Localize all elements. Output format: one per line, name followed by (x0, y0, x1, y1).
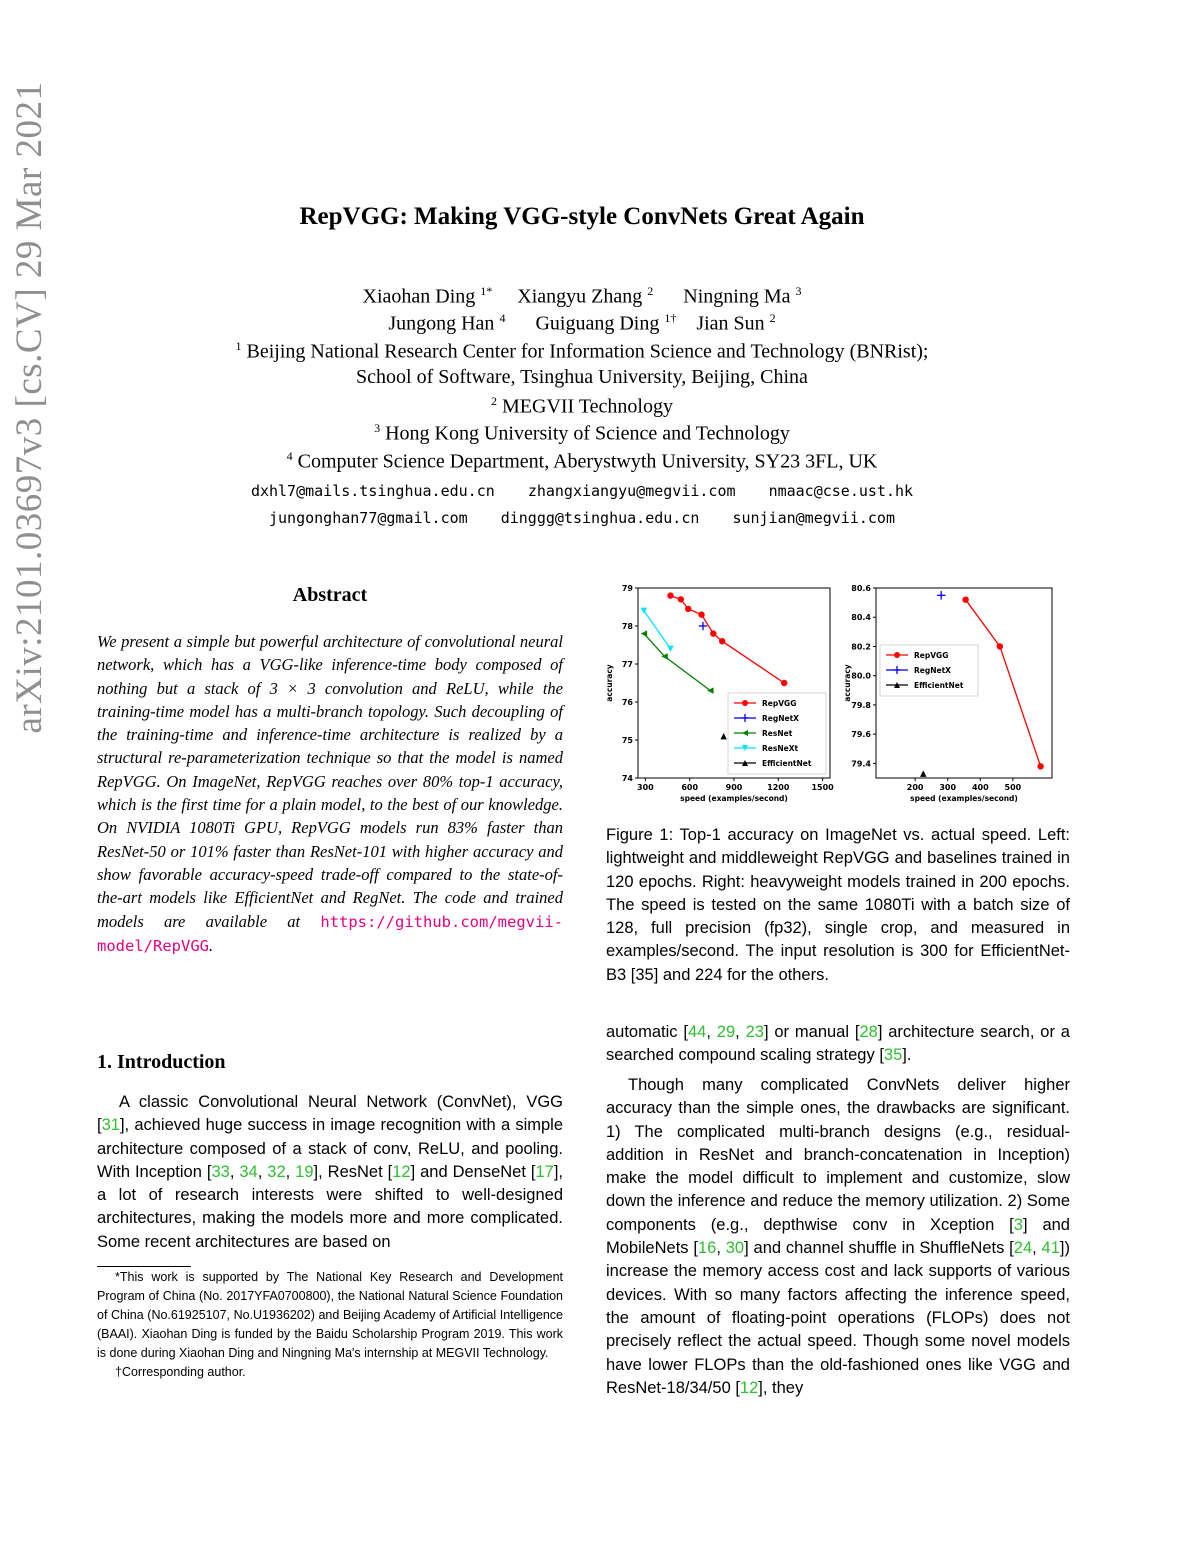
legend-label: RepVGG (762, 699, 797, 708)
y-axis-label: accuracy (843, 664, 852, 702)
footnote-corresponding: †Corresponding author. (115, 1365, 246, 1379)
text-run: ]) increase the memory access cost and lack supports of various devices. With so many factors affecting the inference speed, the amount of floating-point operations (FLOPs) does not precisely reflect the actual speed. Though some novel models have lower FLOPs than the old-fashioned ones like VGG and ResNet-18/34/50 [ (606, 1239, 1070, 1397)
email[interactable]: jungonghan77@gmail.com (269, 509, 468, 527)
x-tick-label: 300 (939, 783, 957, 792)
citation-link[interactable]: 44 (687, 1023, 707, 1041)
data-point (719, 638, 725, 644)
citation-link[interactable]: 41 (1041, 1239, 1060, 1258)
citation-link[interactable]: 3 (1013, 1215, 1023, 1234)
paper-title: RepVGG: Making VGG-style ConvNets Great Again (299, 203, 865, 230)
footnote-funding: *This work is supported by The National Key Research and Development Program of China (No. 2017YFA0700800), the National Natural Science Foundation of China (No.61925107, No.U1936202) and Beijing Academy of Artificial Intelligence (BAAI). Xiaohan Ding is funded by the Baidu Scholarship Program 2019. This work is done during Xiaohan Ding and Ningning Ma's internship at MEGVII Technology. (97, 1270, 563, 1360)
data-point (641, 630, 647, 636)
data-point (699, 622, 707, 630)
text-run: ] architecture search, or a searched compound scaling strategy [ (606, 1023, 1070, 1065)
affil-text: Hong Kong University of Science and Technology (385, 422, 790, 445)
citation-link[interactable]: 33 (211, 1162, 230, 1181)
y-tick-label: 80.4 (851, 613, 871, 623)
legend-label: EfficientNet (762, 759, 812, 768)
x-tick-label: 300 (637, 783, 654, 792)
y-tick-label: 79.6 (851, 730, 871, 740)
intro-paragraph: A classic Convolutional Neural Network (ConvNet), VGG [31], achieved huge success in image recognition with a simple architecture composed of a stack of conv, ReLU, and pooling. With Inception [33, 34, 32, 19], ResNet [12] and DenseNet [17], a lot of research interests were shifted to well-designed architectures, making the models more and more complicated. Some recent architectures are based on (97, 1093, 564, 1251)
text-run: automatic [ (606, 1023, 688, 1041)
affiliation-2 (0, 394, 1164, 419)
data-point (742, 700, 748, 706)
authors-line-2 (0, 311, 1164, 336)
y-tick-label: 74 (621, 774, 633, 783)
y-tick-label: 79.4 (851, 759, 871, 769)
text-run: A classic Convolutional Neural Network (ConvNet), VGG [ (97, 1093, 563, 1135)
email[interactable]: sunjian@megvii.com (732, 509, 895, 527)
author-name: Ningning Ma (683, 285, 791, 308)
text-run: ]. (902, 1046, 912, 1065)
right-paragraph-1: automatic [44, 29, 23] or manual [28] architecture search, or a searched compound scaling strategy [35]. (606, 1023, 1070, 1065)
citation-link[interactable]: 23 (745, 1023, 764, 1041)
author-name: Jian Sun (696, 312, 765, 335)
affiliation-1a (0, 339, 1164, 364)
data-point (894, 652, 900, 658)
figure-1 (600, 574, 1080, 814)
emails-line-1 (0, 482, 1164, 500)
series-line (644, 611, 671, 649)
y-tick-label: 79.8 (851, 700, 871, 710)
figure-caption: Figure 1: Top-1 accuracy on ImageNet vs. actual speed. Left: lightweight and middleweight RepVGG and baselines trained in 120 epochs. Right: heavyweight models trained in 200 epochs. The speed is tested on the same 1080Ti with a batch size of 128, full precision (fp32), single crop, and measured in examples/second. The input resolution is 300 for EfficientNet-B3 [35] and 224 for the others. (606, 826, 1070, 984)
affiliation-1b: School of Software, Tsinghua University, Beijing, China (356, 366, 808, 388)
emails-line-2 (0, 509, 1164, 527)
series-line (644, 634, 710, 691)
text-run: ], ResNet [ (313, 1162, 393, 1181)
email[interactable]: dinggg@tsinghua.edu.cn (500, 509, 700, 527)
text-run: ], they (758, 1378, 804, 1397)
x-tick-label: 600 (681, 783, 699, 792)
arxiv-identifier: arXiv:2101.03697v3 [cs.CV] 29 Mar 2021 (9, 81, 50, 734)
y-axis-label: accuracy (605, 664, 614, 702)
abstract-body (97, 630, 563, 958)
citation-link[interactable]: 29 (716, 1023, 736, 1041)
data-point (667, 646, 673, 652)
citation-link[interactable]: 31 (101, 1116, 120, 1135)
x-tick-label: 400 (971, 783, 989, 792)
affil-text: Computer Science Department, Aberystwyth University, SY23 3FL, UK (297, 450, 878, 473)
data-point (997, 643, 1003, 649)
text-run: ], a lot of research interests were shifted to well-designed architectures, making the models more and more complicated. Some recent architectures are based on (97, 1162, 564, 1251)
legend-label: RegNetX (762, 714, 799, 723)
author-name: Xiaohan Ding (362, 285, 476, 308)
author-sup: 2 (769, 311, 776, 325)
abstract-end: . (208, 935, 214, 955)
code-link[interactable]: https://github.com/megvii-model/RepVGG (97, 912, 563, 955)
author-name: Xiangyu Zhang (517, 285, 643, 308)
email[interactable]: zhangxiangyu@megvii.com (527, 482, 736, 500)
legend-label: ResNeXt (762, 744, 799, 753)
citation-link[interactable]: 30 (725, 1239, 745, 1258)
data-point (781, 680, 787, 686)
citation-link[interactable]: 28 (859, 1023, 878, 1041)
affil-text: Beijing National Research Center for Information Science and Technology (BNRist); (246, 340, 929, 363)
affil-text: MEGVII Technology (502, 395, 673, 418)
citation-link[interactable]: 35 (883, 1046, 903, 1065)
authors-line-1 (0, 284, 1164, 309)
chart-left (605, 584, 834, 803)
author-sup: 1† (664, 311, 677, 325)
legend-label: RepVGG (914, 651, 949, 660)
data-point (710, 630, 716, 636)
y-tick-label: 79 (621, 584, 633, 593)
intro-heading: 1. Introduction (97, 1051, 226, 1073)
author-sup: 4 (499, 311, 506, 325)
y-tick-label: 75 (621, 736, 633, 745)
affil-sup: 3 (374, 421, 381, 435)
data-point (685, 606, 691, 612)
x-tick-label: 1500 (811, 783, 834, 792)
citation-link[interactable]: 24 (1013, 1239, 1033, 1258)
affil-sup: 4 (286, 449, 293, 463)
x-tick-label: 200 (906, 783, 924, 792)
email[interactable]: nmaac@cse.ust.hk (768, 482, 914, 500)
abstract-heading: Abstract (292, 584, 368, 606)
data-point (720, 733, 726, 739)
legend-label: RegNetX (914, 666, 951, 675)
author-name: Jungong Han (388, 312, 495, 335)
data-point (920, 770, 926, 776)
citation-link[interactable]: 12 (739, 1378, 759, 1397)
x-tick-label: 500 (1004, 783, 1022, 792)
y-tick-label: 76 (621, 698, 633, 707)
data-point (667, 592, 673, 598)
y-tick-label: 80.0 (851, 671, 871, 681)
legend-label: EfficientNet (914, 681, 964, 690)
text-run: ] and MobileNets [ (606, 1215, 1070, 1258)
footnote-rule (97, 1266, 191, 1267)
y-tick-label: 77 (621, 660, 633, 669)
citation-link[interactable]: 16 (697, 1239, 717, 1258)
author-sup: 2 (647, 284, 654, 298)
y-tick-label: 78 (621, 622, 633, 631)
y-tick-label: 80.2 (851, 642, 871, 652)
data-point (962, 596, 968, 602)
data-point (698, 611, 704, 617)
affiliation-4 (0, 449, 1164, 474)
citation-link[interactable]: 12 (392, 1162, 411, 1181)
x-axis-label: speed (examples/second) (680, 794, 788, 803)
text-run: ] or manual [ (763, 1023, 860, 1041)
citation-link[interactable]: 34 (239, 1162, 258, 1181)
text-run: ], achieved huge success in image recognition with a simple architecture composed of a stack of conv, ReLU, and pooling. With Inception [ (97, 1116, 563, 1181)
data-point (937, 591, 945, 599)
author-name: Guiguang Ding (535, 312, 660, 335)
x-tick-label: 900 (725, 783, 743, 792)
chart-right (843, 584, 1052, 803)
affil-sup: 1 (235, 339, 242, 353)
citation-link[interactable]: 32 (267, 1162, 286, 1181)
data-point (1037, 763, 1043, 769)
x-tick-label: 1200 (767, 783, 790, 792)
email[interactable]: dxhl7@mails.tsinghua.edu.cn (250, 482, 495, 500)
author-sup: 3 (795, 284, 802, 298)
affil-sup: 2 (491, 394, 497, 408)
footnotes (97, 1268, 563, 1382)
text-run: ] and channel shuffle in ShuffleNets [ (744, 1239, 1014, 1258)
text-run: ] and DenseNet [ (410, 1162, 536, 1181)
data-point (678, 596, 684, 602)
citation-link[interactable]: 19 (295, 1162, 314, 1181)
abstract-text: We present a simple but powerful architecture of convolutional neural network, which has a VGG-like inference-time body composed of nothing but a stack of 3 × 3 convolution and ReLU, while the training-time model has a multi-branch topology. Such decoupling of the training-time and inference-time architecture is realized by a structural re-parameterization technique so that the model is named RepVGG. On ImageNet, RepVGG reaches over 80% top-1 accuracy, which is the first time for a plain model, to the best of our knowledge. On NVIDIA 1080Ti GPU, RepVGG models run 83% faster than ResNet-50 or 101% faster than ResNet-101 with higher accuracy and show favorable accuracy-speed trade-off compared to the state-of-the-art models like EfficientNet and RegNet. The code and trained models are available at (97, 632, 563, 931)
text-run: Though many complicated ConvNets deliver higher accuracy than the simple ones, the drawbacks are significant. 1) The complicated multi-branch designs (e.g., residual-addition in ResNet and branch-concatenation in Inception) make the model difficult to implement and customize, slow down the inference and reduce the memory utilization. 2) Some components (e.g., depthwise conv in Xception [ (606, 1076, 1070, 1234)
y-tick-label: 80.6 (851, 584, 871, 593)
right-paragraph-2: Though many complicated ConvNets deliver higher accuracy than the simple ones, the drawbacks are significant. 1) The complicated multi-branch designs (e.g., residual-addition in ResNet and branch-concatenation in Inception) make the model difficult to implement and customize, slow down the inference and reduce the memory utilization. 2) Some components (e.g., depthwise conv in Xception [3] and MobileNets [16, 30] and channel shuffle in ShuffleNets [24, 41]) increase the memory access cost and lack supports of various devices. With so many factors affecting the inference speed, the amount of floating-point operations (FLOPs) does not precisely reflect the actual speed. Though some novel models have lower FLOPs than the old-fashioned ones like VGG and ResNet-18/34/50 [12], they (606, 1076, 1070, 1397)
legend-label: ResNet (762, 729, 793, 738)
x-axis-label: speed (examples/second) (910, 794, 1018, 803)
affiliation-3 (0, 421, 1164, 446)
citation-link[interactable]: 17 (535, 1162, 554, 1181)
author-sup: 1* (480, 284, 493, 298)
